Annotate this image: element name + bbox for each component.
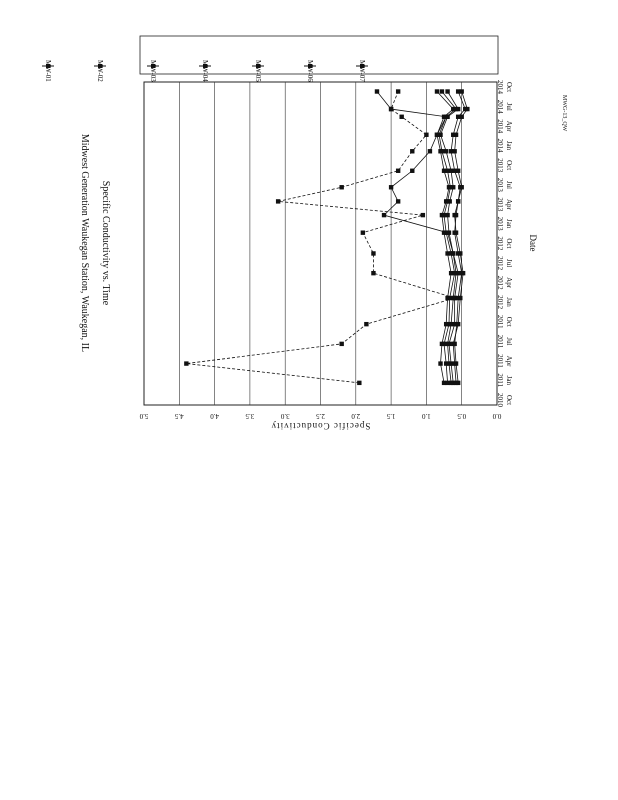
data-point (454, 271, 458, 275)
x-tick-year: 2014 (496, 119, 504, 134)
data-point (364, 322, 368, 326)
x-tick-label (496, 256, 513, 271)
x-tick-month: Jan (505, 297, 513, 307)
x-tick-year: 2011 (496, 334, 504, 349)
data-point (460, 115, 464, 119)
data-point (339, 342, 343, 346)
x-tick-label (496, 393, 513, 408)
data-point (451, 342, 455, 346)
x-tick-year: 2013 (496, 216, 504, 231)
y-tick-label: 3.5 (245, 412, 255, 420)
data-point (451, 251, 455, 255)
data-point (452, 149, 456, 153)
x-tick-year: 2012 (496, 295, 504, 310)
data-point (276, 199, 280, 203)
legend-box (140, 36, 498, 74)
legend-label: MW-01 (44, 60, 52, 82)
data-point (465, 107, 469, 111)
x-tick-year: 2014 (496, 138, 504, 153)
x-tick-label (496, 178, 513, 193)
data-point (396, 199, 400, 203)
x-tick-label (496, 197, 513, 212)
legend-label: MW-05 (254, 60, 262, 82)
data-point (421, 213, 425, 217)
y-tick-label: 1.0 (422, 412, 431, 420)
data-point (445, 169, 449, 173)
x-tick-label (496, 100, 513, 115)
data-point (361, 230, 365, 234)
data-point (445, 89, 449, 93)
data-point (461, 271, 465, 275)
data-point (445, 342, 449, 346)
data-point (460, 89, 464, 93)
chart-subtitle: Specific Conductivity vs. Time (100, 180, 111, 306)
data-point (458, 296, 462, 300)
y-tick-label: 0.5 (457, 412, 467, 420)
legend-label: MW-02 (96, 60, 104, 82)
data-point (452, 361, 456, 365)
data-point (454, 107, 458, 111)
x-tick-month: Oct (505, 316, 513, 327)
data-point (438, 361, 442, 365)
data-point (440, 89, 444, 93)
x-tick-label (496, 276, 513, 291)
x-tick-year: 2013 (496, 177, 504, 192)
data-point (445, 230, 449, 234)
legend-label: MW-06 (306, 60, 314, 82)
x-tick-month: Jul (505, 259, 513, 268)
data-point (371, 251, 375, 255)
data-point (444, 149, 448, 153)
x-tick-year: 2014 (496, 80, 504, 94)
x-tick-month: Jan (505, 375, 513, 385)
x-tick-label (496, 373, 513, 387)
data-point (445, 199, 449, 203)
y-tick-label: 5.0 (139, 412, 149, 420)
x-tick-label (496, 158, 513, 173)
x-tick-month: Jan (505, 140, 513, 151)
x-tick-label (496, 138, 513, 153)
data-point (396, 169, 400, 173)
page-footer-code: MWG-13_QW (561, 95, 567, 132)
x-tick-year: 2011 (496, 373, 504, 388)
data-point (399, 115, 403, 119)
x-tick-label (496, 217, 513, 232)
x-tick-month: Jul (505, 102, 513, 111)
x-tick-month: Oct (505, 160, 513, 171)
data-point (382, 213, 386, 217)
x-tick-year: 2013 (496, 197, 504, 212)
y-tick-label: 1.5 (386, 412, 396, 420)
data-point (339, 185, 343, 189)
y-tick-label: 3.0 (280, 412, 290, 420)
x-tick-label (496, 295, 513, 310)
data-point (410, 169, 414, 173)
x-tick-year: 2013 (496, 158, 504, 173)
x-tick-year: 2010 (496, 393, 504, 407)
x-tick-month: Jul (505, 180, 513, 189)
data-point (357, 381, 361, 385)
x-tick-label (496, 119, 513, 134)
data-point (184, 361, 188, 365)
data-point (389, 185, 393, 189)
data-point (449, 322, 453, 326)
data-point (452, 213, 456, 217)
data-point (435, 133, 439, 137)
x-axis-label: Date (528, 234, 538, 252)
y-tick-label: 4.5 (174, 412, 184, 420)
data-point (447, 361, 451, 365)
x-tick-month: Apr (505, 120, 513, 132)
data-point (440, 149, 444, 153)
data-point (444, 115, 448, 119)
legend-label: MW-04 (201, 60, 209, 82)
data-point (456, 322, 460, 326)
x-tick-year: 2012 (496, 256, 504, 271)
data-point (460, 185, 464, 189)
series-line-mw-07 (377, 91, 456, 382)
data-point (424, 133, 428, 137)
y-tick-label: 4.0 (210, 412, 219, 420)
y-tick-label: 2.0 (351, 412, 361, 420)
data-point (454, 230, 458, 234)
data-point (442, 213, 446, 217)
data-point (371, 271, 375, 275)
data-point (428, 149, 432, 153)
x-tick-label (496, 335, 513, 349)
x-tick-year: 2014 (496, 99, 504, 114)
x-tick-year: 2012 (496, 236, 504, 251)
data-point (456, 199, 460, 203)
x-tick-month: Oct (505, 394, 513, 406)
x-tick-month: Jul (505, 337, 513, 346)
data-point (389, 107, 393, 111)
data-point (454, 133, 458, 137)
x-tick-month: Apr (505, 277, 513, 289)
x-tick-month: Apr (505, 355, 513, 367)
y-tick-label: 0.0 (492, 412, 502, 420)
x-tick-label (496, 236, 513, 251)
data-point (410, 149, 414, 153)
x-tick-label (496, 315, 513, 329)
x-tick-month: Apr (505, 198, 513, 210)
data-point (456, 169, 460, 173)
data-point (451, 296, 455, 300)
data-point (396, 89, 400, 93)
x-tick-label (496, 354, 513, 368)
y-axis-label: Specific Conductivity (270, 421, 371, 431)
x-tick-year: 2012 (496, 275, 504, 290)
x-tick-year: 2011 (496, 354, 504, 368)
data-point (458, 251, 462, 255)
x-tick-label (496, 80, 513, 95)
data-point (435, 89, 439, 93)
legend-label: MW-07 (358, 60, 366, 82)
data-point (454, 381, 458, 385)
data-point (448, 185, 452, 189)
data-point (375, 89, 379, 93)
y-tick-label: 2.5 (316, 412, 325, 420)
x-tick-year: 2011 (496, 314, 504, 329)
chart-title: Midwest Generation Waukegan Station, Waukegan, IL (79, 133, 90, 353)
data-point (449, 381, 453, 385)
x-tick-month: Jan (505, 219, 513, 229)
x-tick-month: Oct (505, 81, 513, 93)
x-tick-month: Oct (505, 238, 513, 249)
legend-label: MW-03 (149, 60, 157, 82)
